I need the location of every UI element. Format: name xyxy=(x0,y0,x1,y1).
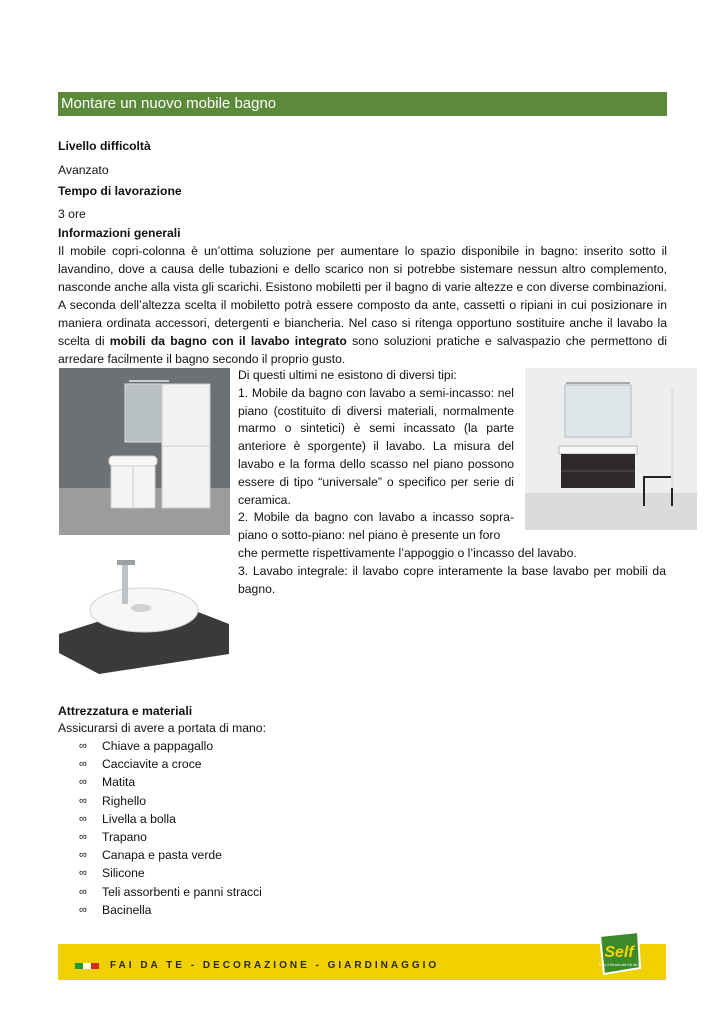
difficulty-label: Livello difficoltà xyxy=(58,139,151,153)
info-label: Informazioni generali xyxy=(58,226,181,240)
page-title: Montare un nuovo mobile bagno xyxy=(58,92,667,116)
list-item: ∞ Chiave a pappagallo xyxy=(79,737,262,755)
basin-image xyxy=(59,538,229,701)
list-item: ∞ Trapano xyxy=(79,828,262,846)
list-item: ∞ Righello xyxy=(79,792,262,810)
footer-banner xyxy=(58,944,666,980)
tools-list xyxy=(79,737,262,919)
bullet-icon: ∞ xyxy=(79,794,87,807)
bullet-icon: ∞ xyxy=(79,758,87,771)
info-text-bold: mobili da bagno con il lavabo integrato xyxy=(109,334,347,348)
italian-flag-icon xyxy=(75,963,99,969)
type-1: 1. Mobile da bagno con lavabo a semi-incasso: nel piano (costituito di diversi materiali, normalmente marmo o sintetici) è semi incassato (la parte anteriore è sporgente) il lavabo. La misura del lavabo e la forma dello scasso nel piano possono essere di tipo “universale” o specifico per serie di ceramica. xyxy=(238,385,514,507)
info-text-2: sono soluzioni pratiche e salvaspazio che permettono di arredare facilmente il bagno secondo il proprio gusto. xyxy=(58,334,667,366)
bullet-icon: ∞ xyxy=(79,849,87,862)
type-2b: che permette rispettivamente l’appoggio o l’incasso del lavabo. xyxy=(238,546,577,560)
list-item: ∞ Bacinella xyxy=(79,901,262,919)
tools-intro: Assicurarsi di avere a portata di mano: xyxy=(58,721,266,735)
list-item: ∞ Livella a bolla xyxy=(79,810,262,828)
footer-slogan: FAI DA TE - DECORAZIONE - GIARDINAGGIO xyxy=(110,960,440,971)
vanity-column-image xyxy=(59,368,230,535)
list-item: ∞ Teli assorbenti e panni stracci xyxy=(79,883,262,901)
bullet-icon: ∞ xyxy=(79,885,87,898)
svg-text:Self: Self xyxy=(604,944,634,961)
list-item: ∞ Cacciavite a croce xyxy=(79,755,262,773)
bullet-icon: ∞ xyxy=(79,831,87,844)
self-logo xyxy=(594,928,644,978)
time-label: Tempo di lavorazione xyxy=(58,184,182,198)
info-text-1: Il mobile copri-colonna è un’ottima soluzione per aumentare lo spazio disponibile in bagno: inserito sotto il lavandino, dove a causa delle tubazioni e dello scarico non si potrebbe sistemare nessun altro complemento, nasconde anche alla vista gli scarichi. Esistono mobiletti per il bagno di varie altezze e con diverse combinazioni. A seconda dell’altezza scelta il mobiletto potrà essere composto da ante, cassetti o ripiani in cui posizionare in maniera ordinata accessori, detergenti e biancheria. Nel caso si ritenga opportuno sostituire anche il lavabo la scelta di xyxy=(58,244,667,348)
list-item: ∞ Canapa e pasta verde xyxy=(79,846,262,864)
bullet-icon: ∞ xyxy=(79,812,87,825)
time-value: 3 ore xyxy=(58,207,86,221)
bullet-icon: ∞ xyxy=(79,740,87,752)
info-paragraph xyxy=(58,242,667,368)
svg-text:Tutto il Mondo del Fai da Te: Tutto il Mondo del Fai da Te xyxy=(598,963,642,967)
sink-types-block xyxy=(238,367,514,545)
type-2a: 2. Mobile da bagno con lavabo a incasso sopra-piano o sotto-piano: nel piano è presente un foro xyxy=(238,510,514,543)
bullet-icon: ∞ xyxy=(79,903,87,916)
list-item: ∞ Matita xyxy=(79,773,262,791)
tools-label: Attrezzatura e materiali xyxy=(58,704,193,718)
list-item: ∞ Silicone xyxy=(79,864,262,882)
bullet-icon: ∞ xyxy=(79,776,87,789)
type-3: 3. Lavabo integrale: il lavabo copre interamente la base lavabo per mobili da bagno. xyxy=(238,564,666,596)
wall-vanity-image xyxy=(525,368,697,530)
bullet-icon: ∞ xyxy=(79,867,87,880)
difficulty-value: Avanzato xyxy=(58,163,109,177)
types-intro: Di questi ultimi ne esistono di diversi tipi: xyxy=(238,368,457,382)
